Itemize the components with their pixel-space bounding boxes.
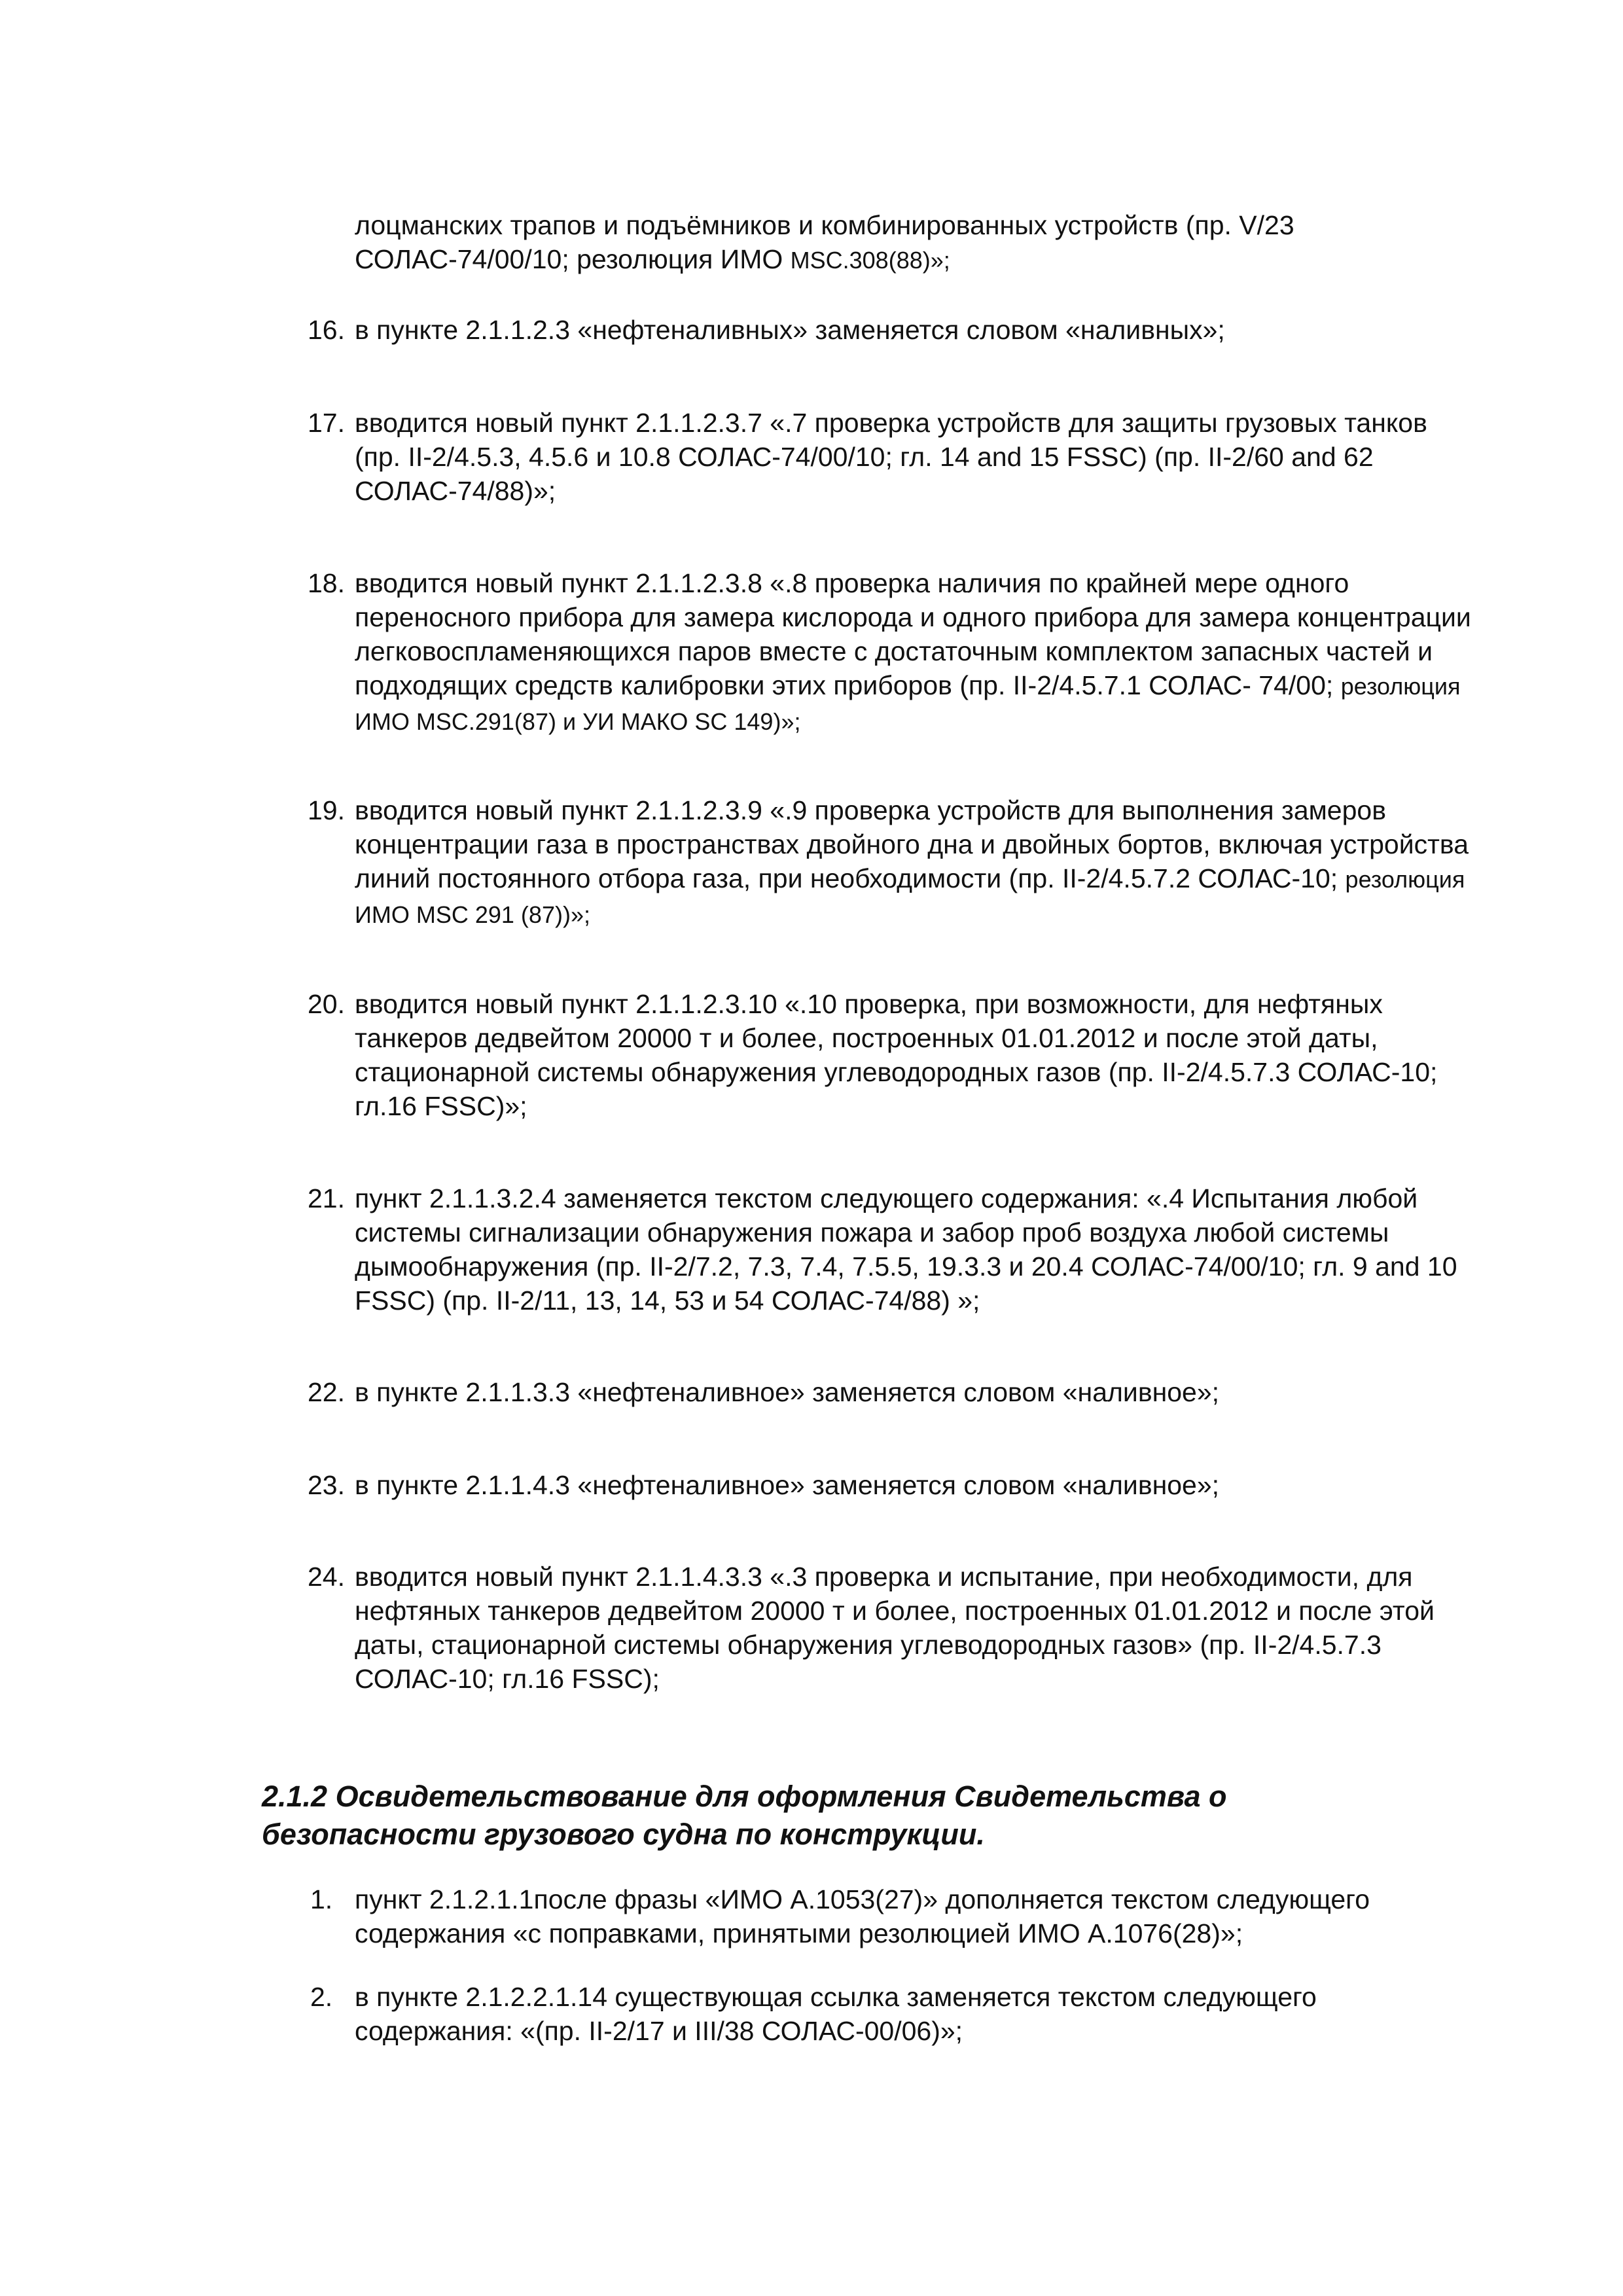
list-item-text: в пункте 2.1.1.4.3 «нефтеналивное» заменяется словом «наливное»;: [355, 1470, 1220, 1500]
list-item-20: [308, 987, 1480, 1123]
list-item-reference: резолюция ИМО MSC 291 (87))»;: [355, 866, 1465, 928]
list-item-text: вводится новый пункт 2.1.1.2.3.10 «.10 проверка, при возможности, для нефтяных танкеров дедвейтом 20000 т и более, построенных 01.01.2012 и после этой даты, стационарной системы обнаружения углеводородных газов (пр. II-2/4.5.7.3 СОЛАС-10; гл.16 FSSC)»;: [355, 989, 1438, 1121]
continuation-paragraph: [355, 208, 1480, 278]
list-item-22: [308, 1375, 1480, 1409]
list-item-18: [308, 566, 1480, 739]
list-item-text: вводится новый пункт 2.1.1.4.3.3 «.3 проверка и испытание, при необходимости, для нефтяных танкеров дедвейтом 20000 т и более, построенных 01.01.2012 и после этой даты, стационарной системы обнаружения углеводородных газов» (пр. II-2/4.5.7.3 СОЛАС-10; гл.16 FSSC);: [355, 1562, 1435, 1694]
list-item-text: пункт 2.1.1.3.2.4 заменяется текстом следующего содержания: «.4 Испытания любой системы сигнализации обнаружения пожара и забор проб воздуха любой системы дымообнаружения (пр. II-2/7.2, 7.3, 7.4, 7.5.5, 19.3.3 и 20.4 СОЛАС-74/00/10; гл. 9 and 10 FSSC) (пр. II-2/11, 13, 14, 53 и 54 СОЛАС-74/88) »;: [355, 1183, 1457, 1316]
list-item-19: [308, 793, 1480, 932]
list-item-text: [355, 566, 1480, 739]
continuation-reference: MSC.308(88)»;: [790, 247, 950, 274]
list-item-number: 23.: [308, 1470, 345, 1500]
list-item-text: в пункте 2.1.1.2.3 «нефтеналивных» заменяется словом «наливных»;: [355, 315, 1225, 345]
section-heading: 2.1.2 Освидетельствование для оформления Свидетельства о безопасности грузового судна по конструкции.: [262, 1780, 1227, 1851]
list-item-number: 20.: [308, 989, 345, 1019]
list-item-main-text: вводится новый пункт 2.1.1.2.3.9 «.9 проверка устройств для выполнения замеров концентрации газа в пространствах двойного дна и двойных бортов, включая устройства линий постоянного отбора газа, при необходимости (пр. II-2/4.5.7.2 СОЛАС-10;: [355, 795, 1469, 893]
list-item-text: [355, 793, 1480, 932]
list-item-number: 2.: [310, 1982, 333, 2012]
list-item-24: [308, 1560, 1480, 1696]
list-item-number: 24.: [308, 1562, 345, 1592]
list-item-16: [308, 313, 1480, 347]
section-list-item-2: [310, 1980, 1482, 2048]
list-item-text: в пункте 2.1.2.2.1.14 существующая ссылка заменяется текстом следующего содержания: «(пр. II-2/17 и III/38 СОЛАС-00/06)»;: [355, 1982, 1317, 2046]
list-item-number: 22.: [308, 1377, 345, 1407]
list-item-number: 16.: [308, 315, 345, 345]
list-item-17: [308, 406, 1480, 508]
list-item-number: 21.: [308, 1183, 345, 1213]
list-item-text: в пункте 2.1.1.3.3 «нефтеналивное» заменяется словом «наливное»;: [355, 1377, 1220, 1407]
list-item-number: 17.: [308, 408, 345, 438]
section-list-item-1: [310, 1882, 1482, 1950]
list-item-text: пункт 2.1.2.1.1после фразы «ИМО А.1053(27)» дополняется текстом следующего содержания «с поправками, принятыми резолюцией ИМО А.1076(28)»;: [355, 1884, 1370, 1948]
list-item-main-text: вводится новый пункт 2.1.1.2.3.8 «.8 проверка наличия по крайней мере одного переносного прибора для замера кислорода и одного прибора для замера концентрации легковоспламеняющихся паров вместе с достаточным комплектом запасных частей и подходящих средств калибровки этих приборов (пр. II-2/4.5.7.1 СОЛАС- 74/00;: [355, 568, 1471, 700]
list-item-number: 19.: [308, 795, 345, 825]
list-item-number: 1.: [310, 1884, 333, 1914]
list-item-21: [308, 1181, 1480, 1318]
list-item-text: вводится новый пункт 2.1.1.2.3.7 «.7 проверка устройств для защиты грузовых танков (пр. II-2/4.5.3, 4.5.6 и 10.8 СОЛАС-74/00/10; гл. 14 and 15 FSSC) (пр. II-2/60 and 62 СОЛАС-74/88)»;: [355, 408, 1427, 506]
list-item-reference: резолюция ИМО MSC.291(87) и УИ МАКО SC 149)»;: [355, 673, 1461, 735]
continuation-text: лоцманских трапов и подъёмников и комбинированных устройств (пр. V/23 СОЛАС-74/00/10; резолюция ИМО: [355, 210, 1294, 274]
list-item-23: [308, 1468, 1480, 1502]
list-item-number: 18.: [308, 568, 345, 598]
